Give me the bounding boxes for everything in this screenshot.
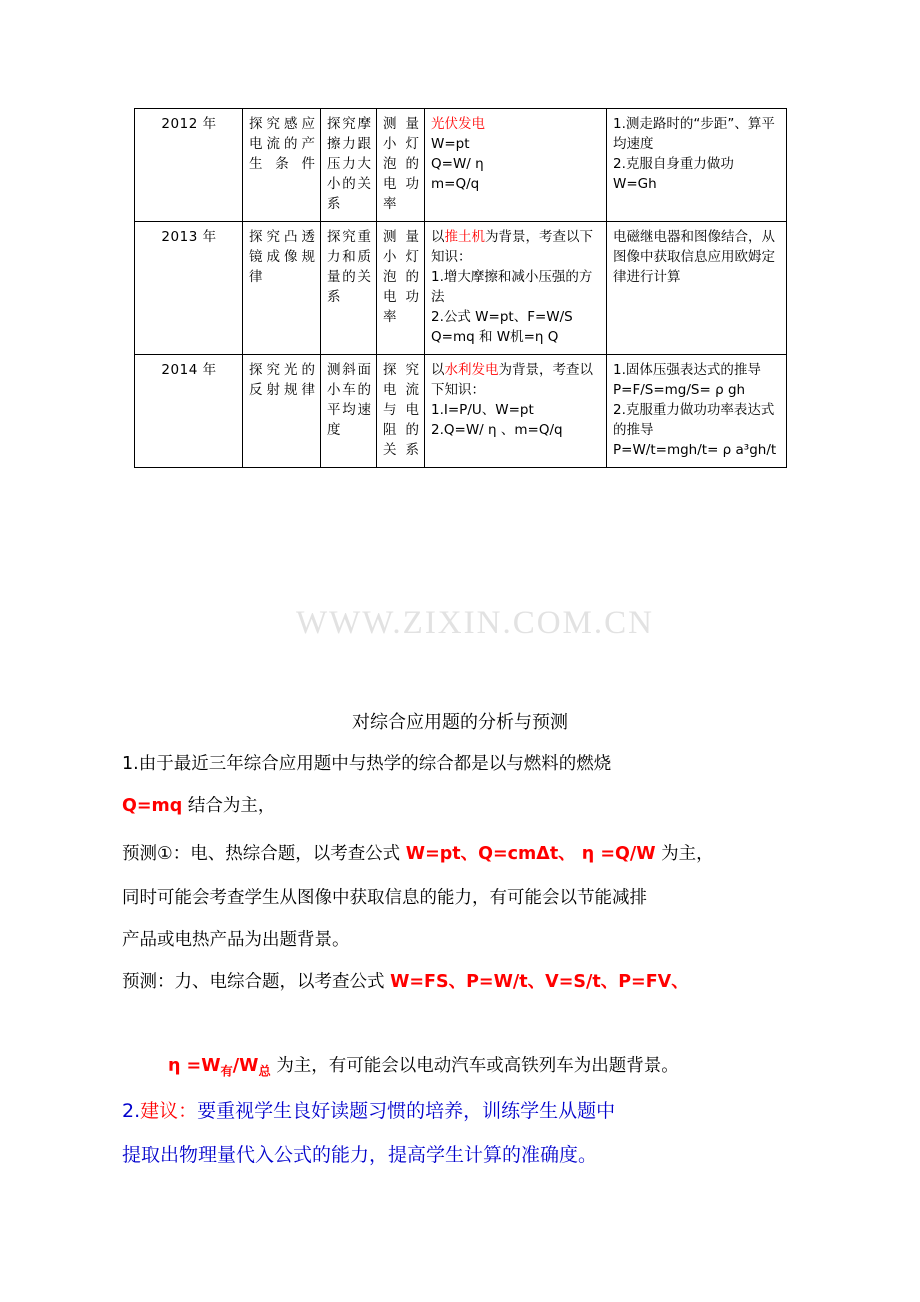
- cell-line: Q=mq 和 W机=η Q: [431, 328, 559, 345]
- cell-line: P=W/t=mgh/t= ρ a³gh/t: [613, 441, 777, 458]
- cell-other: [607, 221, 787, 354]
- paragraph-1: 1.由于最近三年综合应用题中与热学的综合都是以与燃料的燃烧: [122, 754, 612, 774]
- cell-line: 1.测走路时的“步距”、算平均速度: [613, 116, 775, 152]
- table-row: [135, 109, 787, 222]
- cell-line: 光伏发电: [431, 116, 485, 132]
- formula-group-1: W=pt、Q=cmΔt、 η =Q/W: [405, 844, 656, 864]
- table-row: [135, 354, 787, 467]
- paragraph-3-suffix: 为主，: [661, 844, 714, 864]
- cell-line: 以推土机为背景，考查以下知识：: [431, 228, 593, 265]
- paragraph-6: [122, 968, 798, 996]
- table-row: [135, 221, 787, 354]
- paragraph-7-suffix: 为主，有可能会以电动汽车或高铁列车为出题背景。: [276, 1056, 679, 1076]
- paragraph-5: 产品或电热产品为出题背景。: [122, 930, 350, 950]
- cell-experiment-3: 测量小灯泡的电功率: [377, 109, 425, 222]
- cell-experiment-3: 探究电流与电阻的关系: [377, 354, 425, 467]
- cell-comprehensive: [425, 354, 607, 467]
- cell-line: 1.增大摩擦和减小压强的方法: [431, 268, 593, 305]
- cell-line: m=Q/q: [431, 175, 480, 192]
- section-title: 对综合应用题的分析与预测: [352, 712, 568, 733]
- cell-line: P=F/S=mg/S= ρ gh: [613, 381, 746, 398]
- list-number: 2.: [122, 1100, 141, 1122]
- highlight-keyword: 推土机: [444, 228, 485, 245]
- watermark: WWW.ZIXIN.COM.CN: [296, 605, 654, 641]
- cell-line: W=pt: [431, 135, 470, 152]
- cell-line: 电磁继电器和图像结合，从图像中获取信息应用欧姆定律进行计算: [613, 228, 775, 285]
- cell-line: 2.公式 W=pt、F=W/S: [431, 308, 573, 325]
- cell-comprehensive: [425, 109, 607, 222]
- cell-year: 2013 年: [135, 221, 243, 354]
- cell-year: 2012 年: [135, 109, 243, 222]
- cell-experiment-2: 探究摩擦力跟压力大小的关系: [321, 109, 377, 222]
- cell-line: 2.克服重力做功功率表达式的推导: [613, 401, 775, 438]
- cell-year: 2014 年: [135, 354, 243, 467]
- cell-experiment-1: 探究光的反射规律: [243, 354, 321, 467]
- paragraph-8: [122, 1096, 798, 1127]
- cell-line: 1.固体压强表达式的推导: [613, 361, 761, 378]
- cell-experiment-2: 探究重力和质量的关系: [321, 221, 377, 354]
- paragraph-6-prefix: 预测：力、电综合题，以考查公式: [122, 972, 385, 992]
- formula-qmq: Q=mq: [122, 796, 183, 816]
- cell-comprehensive: [425, 221, 607, 354]
- paragraph-9: [122, 1140, 798, 1171]
- suggestion-label: 建议：: [140, 1100, 198, 1122]
- cell-experiment-3: 测量小灯泡的电功率: [377, 221, 425, 354]
- cell-line: 2.Q=W/ η 、m=Q/q: [431, 421, 563, 438]
- cell-line: 2.克服自身重力做功 W=Gh: [613, 155, 734, 192]
- formula-group-2: W=FS、P=W/t、V=S/t、P=FV、: [390, 972, 689, 992]
- paragraph-7: [168, 1052, 798, 1082]
- paragraph-3: [122, 840, 798, 868]
- cell-other: [607, 354, 787, 467]
- formula-efficiency: $\eta =W_有/W_总$: [168, 1056, 271, 1079]
- suggestion-text-line-1: 要重视学生良好读题习惯的培养，训练学生从题中: [197, 1100, 616, 1122]
- cell-line: Q=W/ η: [431, 155, 484, 172]
- cell-line: 1.I=P/U、W=pt: [431, 401, 534, 418]
- highlight-keyword: 水利发电: [444, 361, 499, 378]
- cell-experiment-1: 探究感应电流的产生条件: [243, 109, 321, 222]
- suggestion-text-line-2: 提取出物理量代入公式的能力，提高学生计算的准确度。: [122, 1144, 598, 1166]
- paragraph-2-text: 结合为主，: [187, 796, 276, 816]
- paragraph-4: 同时可能会考查学生从图像中获取信息的能力，有可能会以节能减排: [122, 888, 647, 908]
- cell-other: [607, 109, 787, 222]
- cell-line: 以水利发电为背景，考查以下知识：: [431, 361, 593, 398]
- exam-analysis-table: [134, 108, 787, 468]
- cell-experiment-2: 测斜面小车的平均速度: [321, 354, 377, 467]
- paragraph-2: [122, 792, 798, 820]
- cell-experiment-1: 探究凸透镜成像规律: [243, 221, 321, 354]
- paragraph-3-prefix: 预测①：电、热综合题，以考查公式: [122, 844, 401, 864]
